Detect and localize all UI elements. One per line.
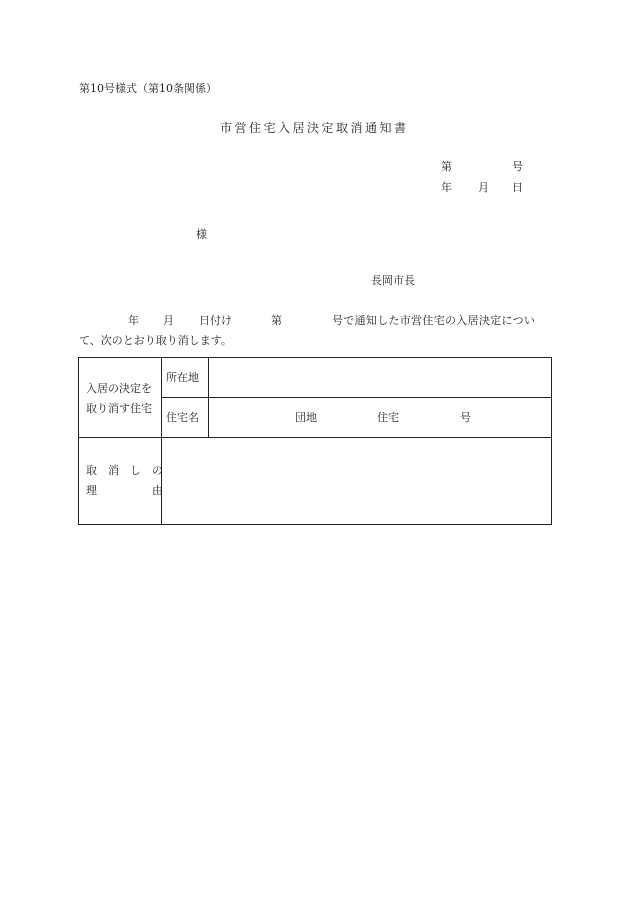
body-dated-label: 日付け: [199, 314, 232, 327]
reason-label-line2: 理 由: [86, 484, 163, 497]
jutaku-label: 住宅: [377, 411, 399, 424]
room-number-label: 号: [460, 411, 471, 424]
housing-name-label: 住宅名: [166, 411, 199, 424]
body-text-line2: て、次のとおり取り消します。: [79, 334, 232, 347]
danchi-label: 団地: [295, 411, 317, 424]
body-month-label: 月: [163, 314, 174, 327]
date-year-label: 年: [441, 181, 452, 194]
reference-number-prefix: 第: [441, 160, 452, 173]
housing-label-line1: 入居の決定を: [86, 382, 152, 395]
body-number-prefix: 第: [271, 314, 282, 327]
document-title: 市営住宅入居決定取消通知書: [220, 121, 409, 135]
table-divider: [79, 437, 551, 438]
form-number: 第10号様式（第10条関係）: [79, 82, 217, 95]
reason-label-line1: 取 消 し の: [86, 464, 163, 477]
table-divider: [162, 397, 551, 398]
body-text-line1: 号で通知した市営住宅の入居決定につい: [332, 314, 536, 327]
date-day-label: 日: [512, 181, 523, 194]
location-label: 所在地: [166, 371, 199, 384]
body-year-label: 年: [128, 314, 139, 327]
date-month-label: 月: [478, 181, 489, 194]
addressee-honorific: 様: [196, 228, 207, 241]
table-divider: [161, 358, 162, 524]
reference-number-suffix: 号: [512, 160, 523, 173]
housing-label-line2: 取り消す住宅: [86, 402, 152, 415]
cancellation-table: [78, 357, 552, 525]
sender-name: 長岡市長: [371, 274, 415, 287]
